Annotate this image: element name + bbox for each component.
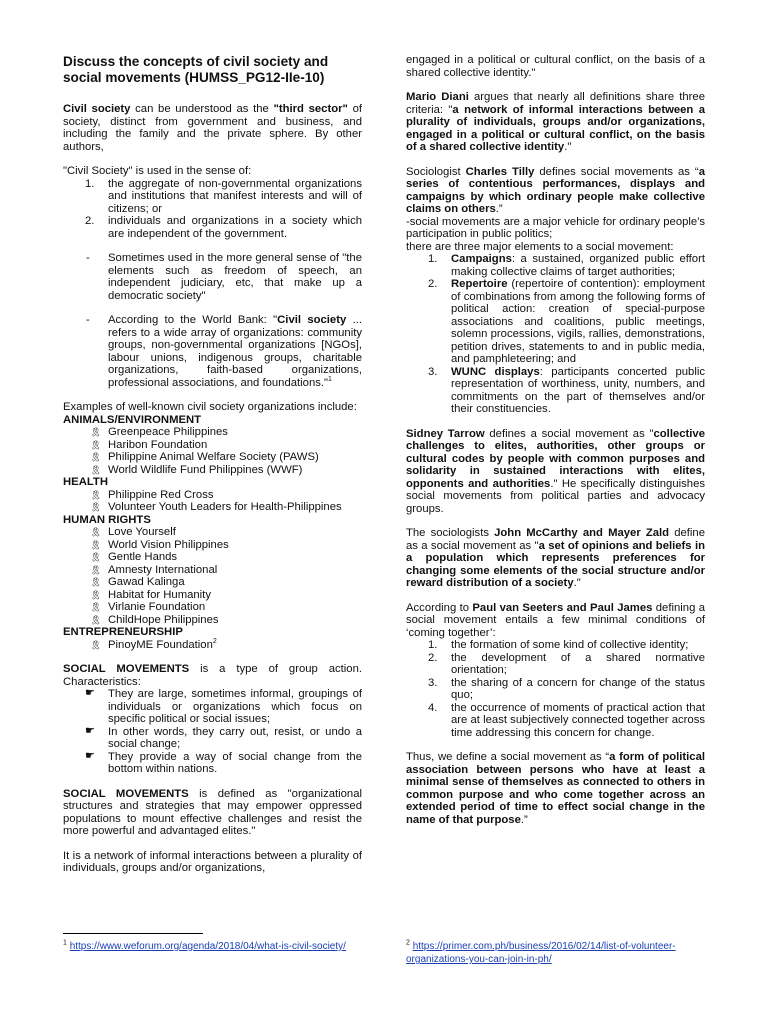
list-item: ☛ They provide a way of social change from the bottom within nations. xyxy=(85,749,362,775)
elements-list xyxy=(406,253,705,416)
list-item: 🎗 Haribon Foundation xyxy=(90,438,208,451)
category-heading: ANIMALS/ENVIRONMENT xyxy=(63,413,202,426)
list-item: 2. Repertoire (repertoire of contention): employment of combinations from among the following forms of political action: creation of special-purpose associations and coalitions, public meetings, solemn processions, vigils, rallies, demonstrations, petition drives, statements to and in public media, and pamphleteering; and xyxy=(428,278,705,365)
organization-list xyxy=(63,526,362,626)
ribbon-icon: 🎗 xyxy=(90,502,102,512)
list-item: 🎗 Amnesty International xyxy=(90,563,218,576)
list-item: 🎗 World Vision Philippines xyxy=(90,538,229,551)
list-item: 3. WUNC displays: participants concerted public representation of worthiness, unity, numbers, and commitments on the part of themselves and/or their constituencies. xyxy=(428,365,705,415)
sense-list xyxy=(63,178,362,241)
sense-label: "Civil Society" is used in the sense of: xyxy=(63,165,252,177)
list-item: 🎗 Volunteer Youth Leaders for Health-Philippines xyxy=(90,501,342,513)
social-movements-definition: SOCIAL MOVEMENTS is defined as "organizational structures and strategies that may empower oppressed populations to mount effective challenges and resist the more powerful and advantaged elites." xyxy=(63,787,363,837)
thus-paragraph: Thus, we define a social movement as “a form of political association between persons who have at least a minimal sense of themselves as connected to others in common purpose and who come together across an extended period of time to effect social change in the name of that purpose.” xyxy=(406,751,705,826)
list-item: 🎗 Love Yourself xyxy=(90,526,176,538)
list-item: 🎗 ChildHope Philippines xyxy=(90,613,219,626)
ribbon-icon: 🎗 xyxy=(90,614,102,625)
list-item: 1. Campaigns: a sustained, organized public effort making collective claims of target authorities; xyxy=(428,253,705,278)
ribbon-icon: 🎗 xyxy=(90,439,102,450)
category-heading: HUMAN RIGHTS xyxy=(63,513,151,526)
list-item: 🎗 Habitat for Humanity xyxy=(90,588,211,601)
continuation-paragraph: engaged in a political or cultural conflict, on the basis of a shared collective identity." xyxy=(406,54,705,79)
list-item: 🎗 Philippine Red Cross xyxy=(90,488,214,501)
ribbon-icon: 🎗 xyxy=(90,639,102,650)
ribbon-icon: 🎗 xyxy=(90,464,102,475)
footnote-2: $^2$ https://primer.com.ph/business/2016/02/14/list-of-volunteer-organizations-you-can-join-in-ph/ xyxy=(406,939,676,965)
ribbon-icon: 🎗 xyxy=(90,527,102,537)
ribbon-icon: 🎗 xyxy=(90,564,102,575)
ribbon-icon: 🎗 xyxy=(90,602,102,612)
vehicle-line: -social movements are a major vehicle for ordinary people's participation in public politics; xyxy=(406,215,705,240)
ribbon-icon: 🎗 xyxy=(90,589,102,600)
tarrow-paragraph: Sidney Tarrow defines a social movement as "collective challenges to elites, authorities, other groups or cultural codes by people with common purposes and solidarity in sustained interactions with elites, opponents and authorities." He specifically distinguishes social movements from political parties and advocacy groups. xyxy=(406,427,705,515)
network-paragraph: It is a network of informal interactions between a plurality of individuals, groups and/or organizations, xyxy=(63,849,362,874)
conditions-list xyxy=(406,639,705,739)
pointing-hand-icon: ☛ xyxy=(85,724,95,737)
list-item: 🎗 World Wildlife Fund Philippines (WWF) xyxy=(90,463,303,476)
footnote-ref-2[interactable]: 2 xyxy=(212,637,217,645)
mccarthy-paragraph: The sociologists John McCarthy and Mayer Zald define as a social movement as "a set of opinions and beliefs in a population which represents preferences for changing some elements of the social structure and/or reward distribution of a society." xyxy=(406,527,705,589)
list-item: 🎗 Philippine Animal Welfare Society (PAWS) xyxy=(90,451,319,463)
ribbon-icon: 🎗 xyxy=(90,452,102,462)
pointing-hand-icon: ☛ xyxy=(85,687,95,699)
three-elements-line: there are three major elements to a social movement: xyxy=(406,240,674,253)
ribbon-icon: 🎗 xyxy=(90,552,102,562)
list-item: 3. the sharing of a concern for change of the status quo; xyxy=(428,676,705,701)
list-item: 🎗 Gawad Kalinga xyxy=(90,576,185,588)
ribbon-icon: 🎗 xyxy=(90,427,102,437)
characteristics-list xyxy=(63,688,362,776)
ribbon-icon: 🎗 xyxy=(90,539,102,550)
page-title: Discuss the concepts of civil society and social movements (HUMSS_PG12-IIe-10) xyxy=(63,54,329,85)
list-item: ☛ They are large, sometimes informal, groupings of individuals or organizations which focus on specific political or social issues; xyxy=(85,687,362,725)
footnote-separator xyxy=(63,933,203,934)
footnote-link-2[interactable]: https://primer.com.ph/business/2016/02/14/list-of-volunteer-organizations-you-can-join-in-ph/ xyxy=(406,941,676,965)
pointing-hand-icon: ☛ xyxy=(85,749,95,762)
organization-list xyxy=(63,639,362,652)
list-item: 🎗 Virlanie Foundation xyxy=(90,601,206,613)
examples-intro: Examples of well-known civil society organizations include: xyxy=(63,401,357,413)
list-item: 🎗 Greenpeace Philippines xyxy=(90,426,228,438)
seeters-paragraph: According to Paul van Seeters and Paul James defining a social movement entails a few minimal conditions of ‘coming together’: xyxy=(406,601,705,639)
list-item: 1. the formation of some kind of collective identity; xyxy=(428,639,689,651)
footnote-ref-1[interactable]: 1 xyxy=(328,375,332,383)
right-column xyxy=(406,54,705,826)
category-heading: HEALTH xyxy=(63,476,108,488)
dash-item-general-sense: - Sometimes used in the more general sense of "the elements such as freedom of speech, an independent judiciary, etc, that make up a democratic society" xyxy=(86,252,362,302)
footnote-1: $^1$ https://www.weforum.org/agenda/2018/04/what-is-civil-society/ xyxy=(63,939,346,952)
tilly-paragraph: Sociologist Charles Tilly defines social movements as “a series of contentious performances, displays and campaigns by which ordinary people make collective claims on others.” xyxy=(406,165,705,215)
diani-paragraph: Mario Diani argues that nearly all definitions share three criteria: "a network of informal interactions between a plurality of individuals, groups and/or organizations, engaged in a political or cultural conflict, on the basis of a shared collective identity." xyxy=(406,91,705,153)
list-item: 🎗 PinoyME Foundation$^2$ xyxy=(90,637,217,651)
list-item: ☛ In other words, they carry out, resist, or undo a social change; xyxy=(85,724,362,750)
footnote-link-1[interactable]: https://www.weforum.org/agenda/2018/04/what-is-civil-society/ xyxy=(69,941,346,952)
list-item: 1. the aggregate of non-governmental organizations and institutions that manifest interests and will of citizens; or xyxy=(85,177,362,215)
dash-item-world-bank: - According to the World Bank: "Civil society ... refers to a wide array of organizations: community groups, non-governmental organizations [NGOs], labour unions, indigenous groups, charitable organizations, faith-based organizations, professional associations, and foundations."$^1$ xyxy=(86,314,362,389)
organization-list xyxy=(63,426,362,476)
ribbon-icon: 🎗 xyxy=(90,577,102,587)
list-item: 2. the development of a shared normative orientation; xyxy=(428,651,705,676)
list-item: 4. the occurrence of moments of practical action that are at least subjectively connected together across time addressing this concern for change. xyxy=(428,701,705,739)
civil-society-intro: Civil society can be understood as the "third sector" of society, distinct from government and business, and including the family and the private sphere. By other authors, xyxy=(63,103,362,153)
list-item: 2. individuals and organizations in a society which are independent of the government. xyxy=(85,215,362,240)
ribbon-icon: 🎗 xyxy=(90,489,102,500)
organization-list xyxy=(63,489,362,514)
social-movements-intro: SOCIAL MOVEMENTS is a type of group action. Characteristics: xyxy=(63,663,362,688)
list-item: 🎗 Gentle Hands xyxy=(90,551,178,563)
left-column xyxy=(63,54,362,875)
category-heading: ENTREPRENEURSHIP xyxy=(63,626,183,638)
